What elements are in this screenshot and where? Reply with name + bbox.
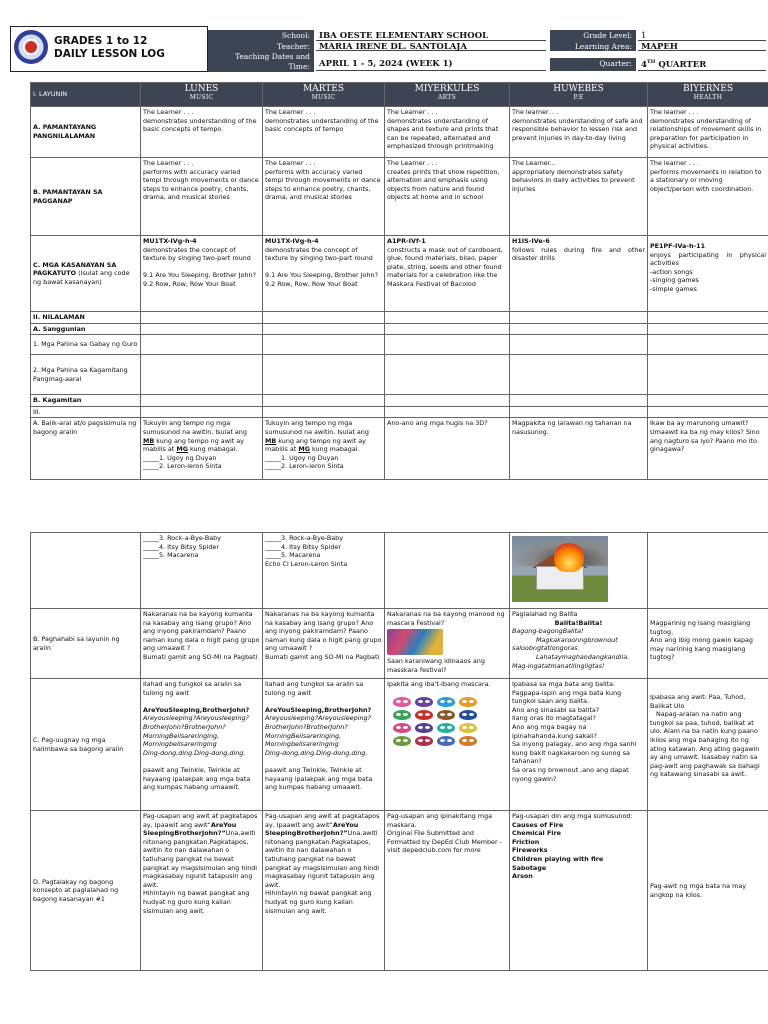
burning-house-image	[512, 536, 608, 602]
mascara-mask-7	[437, 710, 455, 720]
cell-b-miyerkules: The Learner . . . creates prints that show repetition, alternation and emphasis using objects from nature and found objects at home and in school	[385, 158, 510, 236]
cell-pagtalakay-lunes: Pag-usapan ang awit at pagkatapos ay, Ipaawit ang awit“AreYou SleepingBrotherJohn?”Una,awiti nitonang pangkatan.Pagkatapos, awitin ito nan dalawahan o tatluhang pangkat na bawat pangkat ay magsisimulan ang hindi magkasabay ngunit tatapusin ang awit. Hihintayin ng bawat pangkat ang hudyat ng guro kung kalian sisimulan ang awit.	[141, 811, 263, 971]
cell-balik-biyernes: Ikaw ba ay marunong umawit? Umaawit ka ba ng may kilos? Sino ang nagturo sa iyo? Paano mo ito ginagawa?	[648, 418, 768, 480]
cell-a-biyernes: The learner . . . demonstrates understanding of relationships of movement skills in preparation for participation in physical activities.	[648, 107, 768, 158]
mascara-mask-4	[459, 697, 477, 707]
cell-paghahabi-lunes: Nakaranas na ba kayong kumanta na kasabay ang isang grupo? Ano ang inyong pakiramdam? Paano naman kung dala o higit pang grupo ang umaawit ? Bumati gamit ang SO-MI na Pagbati	[141, 609, 263, 679]
area-value: MAPEH	[638, 41, 766, 51]
cell-balik-cont-huwebes	[510, 533, 648, 609]
day-header-biyernes: BIYERNES HEALTH	[648, 83, 768, 107]
row-mga-kasanayan: C. MGA KASANAYAN SA PAGKATUTO (Isulat ang code ng bawat kasanayan) MU1TX-IVg-h-4 demonstrates the concept of texture by singing two-part round 9.1 Are You Sleeping, Brother John? 9.2 Row, Row, Row Your Boat MU1TX-IVg-h-4 demonstrates the concept of texture by singing two-part round 9.1 Are You Sleeping, Brother John? 9.2 Row, Row, Row Your Boat A1PR-IVf-1 constructs a mask out of cardboard, glue, found materials, bilao, paper plate, string, seeds and other found materials for a celebration like the Maskara Festival of Bacolod H1IS-IVe-6 follows rules during fire and other disaster drills PE1PF-IVa-h-11 enjoys participating in physical activities -action songs -singing games -simple games	[31, 236, 768, 312]
cell-a-miyerkules: The Learner . . . demonstrates understanding of shapes and texture and prints that can be repeated, alternated and emphasized through printmaking	[385, 107, 510, 158]
day-header-martes: MARTES MUSIC	[263, 83, 385, 107]
cell-uugnay-martes: Ilahad ang tungkol sa aralin sa tulong ng awit AreYouSleeping,BrotherJohn? Areyousleeping?Areyousleeping? BrotherJohn?BrotherJohn? MorningBellsareringing, Morningbellsareringing Ding-dong,ding.Ding-dong,ding. paawit ang Twinkle, Twinkle at hayaang ipalakpak ang mga bata ang kumpas habang umaawit.	[263, 679, 385, 811]
cell-pagtalakay-martes: Pag-usapan ang awit at pagkatapos ay, Ipaawit ang awit“AreYou SleepingBrotherJohn?”Una,awiti nitonang pangkatan.Pagkatapos, awitin ito nan dalawahan o tatluhang pangkat na bawat pangkat ay magsisimulan ang hindi magkasabay ngunit tatapusin ang awit. Hihintayin ng bawat pangkat ang hudyat ng guro kung kalian sisimulan ang awit.	[263, 811, 385, 971]
mascara-mask-15	[437, 736, 455, 746]
title-line-1: GRADES 1 to 12	[54, 35, 148, 47]
mascara-mask-16	[459, 736, 477, 746]
masskara-festival-image	[387, 629, 443, 655]
cell-c-miyerkules: A1PR-IVf-1 constructs a mask out of cardboard, glue, found materials, bilao, paper plate, string, seeds and other found materials for a celebration like the Maskara Festival of Bacolod	[385, 236, 510, 312]
title-line-2: DAILY LESSON LOG	[54, 48, 165, 60]
row-pamantayan-sa-pagganap: B. PAMANTAYAN SA PAGGANAP The Learner . . . performs with accuracy varied tempi through movements or dance steps to enhance poetry, chants, drama, and musical stories The Learner . . . performs with accuracy varied tempi through movements or dance steps to enhance poetry, chants, drama, and musical stories The Learner . . . creates prints that show repetition, alternation and emphasis using objects from nature and found objects at home and in school The Learner... appropriately demonstrates safety behaviors in daily activities to prevent injuries The learner . . . performs movements in relation to a stationary or moving object/person with coordination.	[31, 158, 768, 236]
cell-pagtalakay-miyerkules: Pag-usapan ang ipinakitang mga maskara. Original File Submitted and Formatted by DepEd Club Member - visit depedclub.com for more	[385, 811, 510, 971]
cell-pagtalakay-huwebes: Pag-usapan din ang mga sumusunod: Causes of Fire Chemical Fire Friction Fireworks Children playing with fire Sabotage Arson	[510, 811, 648, 971]
lesson-log-table-page-1: I. LAYUNIN LUNES MUSIC MARTES MUSIC MIYERKULES ARTS HUWEBES P.E BIYERNES HEALTH A. PAMANTAYANG PANGNILALAMAN The Learner . . . demonstrates understanding of the basic concepts of tempo The Learner . . . demonstrates understanding of the basic concepts of tempo The Learner . . . demonstrates understanding of shapes and texture and prints that can be repeated, alternated and emphasized through printmaking The learner. . . demonstrates understanding of safe and responsible behavior to lessen risk and prevent injuries in day-to-day living The learner . . . demonstrates understanding of relationships of movement skills in preparation for participation in physical activities. B. PAMANTAYAN SA PAGGANAP The Learner . . . performs with accuracy varied tempi through movements or dance steps to enhance poetry, chants, drama, and musical stories The Learner . . . performs with accuracy varied tempi through movements or dance steps to enhance poetry, chants, drama, and musical stories The Learner . . . creates prints that show repetition, alternation and emphasis using objects from nature and found objects at home and in school The Learner... appropriately demonstrates safety behaviors in daily activities to prevent injuries The learner . . . performs movements in relation to a stationary or moving object/person with coordination. C. MGA KASANAYAN SA PAGKATUTO (Isulat ang code ng bawat kasanayan) MU1TX-IVg-h-4 demonstrates the concept of texture by singing two-part round 9.1 Are You Sleeping, Brother John? 9.2 Row, Row, Row Your Boat MU1TX-IVg-h-4 demonstrates the concept of texture by singing two-part round 9.1 Are You Sleeping, Brother John? 9.2 Row, Row, Row Your Boat A1PR-IVf-1 constructs a mask out of cardboard, glue, found materials, bilao, paper plate, string, seeds and other found materials for a celebration like the Maskara Festival of Bacolod H1IS-IVe-6 follows rules during fire and other disaster drills PE1PF-IVa-h-11 enjoys participating in physical activities -action songs -singing games -simple games II. NILALAMAN A. Sanggunian 1. Mga Pahina sa Gabay ng Guro 2. Mga Pahina sa Kagamitang Pangmag-aaral B. Kagamitan III. A. Balik-aral at/o pagsisimula ng bagong aralin Tukuyin ang tempo ng mga sumusunod na awitin. Isulat ang MB kung ang tempo ng awit ay mabilis at MG kung mabagal. _____1. Ugoy ng Duyan _____2. Leron-leron Sinta Tukuyin ang tempo ng mga sumusunod na awitin. Isulat ang MB kung ang tempo ng awit ay mabilis at MG kung mabagal. _____1. Ugoy ng Duyan _____2. Leron-leron Sinta Ano-ano ang mga hugis na 3D? Magpakita ng larawan ng tahanan na nasusunog. Ikaw ba ay marunong umawit? Umaawit ka ba ng may kilos? Sino ang nagturo sa iyo? Paano mo ito ginagawa?	[30, 82, 768, 480]
cell-a-lunes: The Learner . . . demonstrates understanding of the basic concepts of tempo	[141, 107, 263, 158]
mascara-mask-10	[415, 723, 433, 733]
row-pag-uugnay: C. Pag-uugnay ng mga halimbawa sa bagong aralin Ilahad ang tungkol sa aralin sa tulong ng awit AreYouSleeping,BrotherJohn? Areyousleeping?Areyousleeping? BrotherJohn?BrotherJohn? MorningBellsareringing, Morningbellsareringing Ding-dong,ding.Ding-dong,ding. paawit ang Twinkle, Twinkle at hayaang ipalakpak ang mga bata ang kumpas habang umaawit. Ilahad ang tungkol sa aralin sa tulong ng awit AreYouSleeping,BrotherJohn? Areyousleeping?Areyousleeping? BrotherJohn?BrotherJohn? MorningBellsareringing, Morningbellsareringing Ding-dong,ding.Ding-dong,ding. paawit ang Twinkle, Twinkle at hayaang ipalakpak ang mga bata ang kumpas habang umaawit. Ipakita ang iba't-ibang mascara. Ipabasa sa mga bata ang balita. Pagpapa-ispin ang mga bata kung tungkol saan ang balita. Ano ang sinasabi sa balita? Ilang oras ito magtatagal? Ano ang mga bagay na ipinahahanda,kung sakali? Sa inyong palagay, ano ang mga sanhi kung bakit nagkakaroon ng sunog sa tahanan? Sa oras ng brownout ,ano ang dapat nyong gawin? Ipabasa ang awit: Paa, Tuhod, Balikat Ulo Napag-aralan na natin ang tungkol sa paa, tuhod, balikat at ulo. Alam na ba natin kung paano ikilos ang mga bahaging ito ng ating katawan. Ang ating gagawin ay ang umawit. Isasabay natin sa pag-awit ang paghawak sa bahagi ng katawang sinasabi sa awit.	[31, 679, 768, 811]
teacher-value: MARIA IRENE DL. SANTOLAJA	[316, 41, 546, 51]
mascara-mask-12	[459, 723, 477, 733]
cell-balik-cont-martes: _____3. Rock-a-Bye-Baby _____4. Itsy Bitsy Spider _____5. Macarena Echo Cl Leron-Leron Sinta	[263, 533, 385, 609]
dates-value: APRIL 1 - 5, 2024 (WEEK 1)	[316, 58, 546, 71]
cell-paghahabi-huwebes: Paglalahad ng Balita Balita!Balita! Bagong-bagongBalita! Magkakaroonngbrownout saloobngtatlongoras. Lahataymaghandangkandila. Mag-ingatatmanatilingligtas!	[510, 609, 648, 679]
mascara-mask-11	[437, 723, 455, 733]
mascara-images	[393, 697, 507, 746]
row-paghahabi: B. Paghahabi sa layunin ng aralin Nakaranas na ba kayong kumanta na kasabay ang isang grupo? Ano ang inyong pakiramdam? Paano naman kung dala o higit pang grupo ang umaawit ? Bumati gamit ang SO-MI na Pagbati Nakaranas na ba kayong kumanta na kasabay ang isang grupo? Ano ang inyong pakiramdam? Paano naman kung dala o higit pang grupo ang umaawit ? Bumati gamit ang SO-MI na Pagbati Nakaranas na ba kayong manood ng mascara Festival? Saan karaniwang idinaaos ang masskara festival? Paglalahad ng Balita Balita!Balita! Bagong-bagongBalita! Magkakaroonngbrownout saloobngtatlongoras. Lahataymaghandangkandila. Mag-ingatatmanatilingligtas! Magparinig ng isang masiglang tugtog. Ano ang ibig mong gawin kapag may naririnig kang masiglang tugtog?	[31, 609, 768, 679]
cell-b-martes: The Learner . . . performs with accuracy varied tempi through movements or dance steps to enhance poetry, chants, drama, and musical stories	[263, 158, 385, 236]
header-info	[208, 30, 766, 72]
mascara-mask-1	[393, 697, 411, 707]
grade-label: Grade Level:	[550, 30, 636, 41]
school-label: School:	[208, 30, 314, 41]
row-pamantayang-pangnilalaman: A. PAMANTAYANG PANGNILALAMAN The Learner . . . demonstrates understanding of the basic concepts of tempo The Learner . . . demonstrates understanding of the basic concepts of tempo The Learner . . . demonstrates understanding of shapes and texture and prints that can be repeated, alternated and emphasized through printmaking The learner. . . demonstrates understanding of safe and responsible behavior to lessen risk and prevent injuries in day-to-day living The learner . . . demonstrates understanding of relationships of movement skills in preparation for participation in physical activities.	[31, 107, 768, 158]
cell-c-martes: MU1TX-IVg-h-4 demonstrates the concept of texture by singing two-part round 9.1 Are You Sleeping, Brother John? 9.2 Row, Row, Row Your Boat	[263, 236, 385, 312]
quarter-label: Quarter:	[550, 58, 636, 71]
area-label: Learning Area:	[550, 41, 636, 51]
cell-c-huwebes: H1IS-IVe-6 follows rules during fire and other disaster drills	[510, 236, 648, 312]
cell-balik-cont-lunes: _____3. Rock-a-Bye-Baby _____4. Itsy Bitsy Spider _____5. Macarena	[141, 533, 263, 609]
cell-paghahabi-miyerkules: Nakaranas na ba kayong manood ng mascara Festival? Saan karaniwang idinaaos ang masskara festival?	[385, 609, 510, 679]
day-header-miyerkules: MIYERKULES ARTS	[385, 83, 510, 107]
cell-a-huwebes: The learner. . . demonstrates understanding of safe and responsible behavior to lessen risk and prevent injuries in day-to-day living	[510, 107, 648, 158]
day-header-huwebes: HUWEBES P.E	[510, 83, 648, 107]
mascara-mask-6	[415, 710, 433, 720]
mascara-mask-3	[437, 697, 455, 707]
row-balik-aral: A. Balik-aral at/o pagsisimula ng bagong aralin Tukuyin ang tempo ng mga sumusunod na awitin. Isulat ang MB kung ang tempo ng awit ay mabilis at MG kung mabagal. _____1. Ugoy ng Duyan _____2. Leron-leron Sinta Tukuyin ang tempo ng mga sumusunod na awitin. Isulat ang MB kung ang tempo ng awit ay mabilis at MG kung mabagal. _____1. Ugoy ng Duyan _____2. Leron-leron Sinta Ano-ano ang mga hugis na 3D? Magpakita ng larawan ng tahanan na nasusunog. Ikaw ba ay marunong umawit? Umaawit ka ba ng may kilos? Sino ang nagturo sa iyo? Paano mo ito ginagawa?	[31, 418, 768, 480]
row-balik-aral-continued	[31, 533, 768, 609]
grade-value: 1	[638, 30, 766, 41]
cell-uugnay-lunes: Ilahad ang tungkol sa aralin sa tulong ng awit AreYouSleeping,BrotherJohn? Areyousleeping?Areyousleeping? BrotherJohn?BrotherJohn? MorningBellsareringing, Morningbellsareringing Ding-dong,ding.Ding-dong,ding. paawit ang Twinkle, Twinkle at hayaang ipalakpak ang mga bata ang kumpas habang umaawit.	[141, 679, 263, 811]
cell-paghahabi-martes: Nakaranas na ba kayong kumanta na kasabay ang isang grupo? Ano ang inyong pakiramdam? Paano naman kung dala o higit pang grupo ang umaawit ? Bumati gamit ang SO-MI na Pagbati	[263, 609, 385, 679]
day-header-lunes: LUNES MUSIC	[141, 83, 263, 107]
cell-c-lunes: MU1TX-IVg-h-4 demonstrates the concept of texture by singing two-part round 9.1 Are You Sleeping, Brother John? 9.2 Row, Row, Row Your Boat	[141, 236, 263, 312]
cell-balik-miyerkules: Ano-ano ang mga hugis na 3D?	[385, 418, 510, 480]
mascara-mask-2	[415, 697, 433, 707]
quarter-value: 4TH QUARTER	[638, 58, 766, 71]
mascara-mask-8	[459, 710, 477, 720]
document-title	[54, 35, 165, 61]
cell-paghahabi-biyernes: Magparinig ng isang masiglang tugtog. Ano ang ibig mong gawin kapag may naririnig kang masiglang tugtog?	[648, 609, 768, 679]
cell-b-huwebes: The Learner... appropriately demonstrates safety behaviors in daily activities to prevent injuries	[510, 158, 648, 236]
row-pagtalakay: D. Pagtalakay ng bagong konsepto at paglalahad ng bagong kasanayan #1 Pag-usapan ang awit at pagkatapos ay, Ipaawit ang awit“AreYou SleepingBrotherJohn?”Una,awiti nitonang pangkatan.Pagkatapos, awitin ito nan dalawahan o tatluhang pangkat na bawat pangkat ay magsisimulan ang hindi magkasabay ngunit tatapusin ang awit. Hihintayin ng bawat pangkat ang hudyat ng guro kung kalian sisimulan ang awit. Pag-usapan ang awit at pagkatapos ay, Ipaawit ang awit“AreYou SleepingBrotherJohn?”Una,awiti nitonang pangkatan.Pagkatapos, awitin ito nan dalawahan o tatluhang pangkat na bawat pangkat ay magsisimulan ang hindi magkasabay ngunit tatapusin ang awit. Hihintayin ng bawat pangkat ang hudyat ng guro kung kalian sisimulan ang awit. Pag-usapan ang ipinakitang mga maskara. Original File Submitted and Formatted by DepEd Club Member - visit depedclub.com for more Pag-usapan din ang mga sumusunod: Causes of Fire Chemical Fire Friction Fireworks Children playing with fire Sabotage Arson Pag-awit ng mga bata na may angkop na kilos.	[31, 811, 768, 971]
cell-c-biyernes: PE1PF-IVa-h-11 enjoys participating in physical activities -action songs -singing games -simple games	[648, 236, 768, 312]
cell-pagtalakay-biyernes: Pag-awit ng mga bata na may angkop na kilos.	[648, 811, 768, 971]
school-value: IBA OESTE ELEMENTARY SCHOOL	[316, 30, 546, 41]
mascara-mask-13	[393, 736, 411, 746]
mascara-mask-14	[415, 736, 433, 746]
teacher-label: Teacher:	[208, 41, 314, 51]
cell-uugnay-miyerkules: Ipakita ang iba't-ibang mascara.	[385, 679, 510, 811]
cell-b-lunes: The Learner . . . performs with accuracy varied tempi through movements or dance steps to enhance poetry, chants, drama, and musical stories	[141, 158, 263, 236]
mascara-mask-5	[393, 710, 411, 720]
cell-uugnay-biyernes: Ipabasa ang awit: Paa, Tuhod, Balikat Ulo Napag-aralan na natin ang tungkol sa paa, tuhod, balikat at ulo. Alam na ba natin kung paano ikilos ang mga bahaging ito ng ating katawan. Ang ating gagawin ay ang umawit. Isasabay natin sa pag-awit ang paghawak sa bahagi ng katawang sinasabi sa awit.	[648, 679, 768, 811]
lesson-log-table-page-2	[30, 532, 768, 971]
deped-seal-icon	[14, 30, 48, 64]
mascara-mask-9	[393, 723, 411, 733]
layunin-header: I. LAYUNIN	[31, 83, 141, 107]
cell-balik-martes: Tukuyin ang tempo ng mga sumusunod na awitin. Isulat ang MB kung ang tempo ng awit ay mabilis at MG kung mabagal. _____1. Ugoy ng Duyan _____2. Leron-leron Sinta	[263, 418, 385, 480]
cell-b-biyernes: The learner . . . performs movements in relation to a stationary or moving object/person with coordination.	[648, 158, 768, 236]
cell-uugnay-huwebes: Ipabasa sa mga bata ang balita. Pagpapa-ispin ang mga bata kung tungkol saan ang balita. Ano ang sinasabi sa balita? Ilang oras ito magtatagal? Ano ang mga bagay na ipinahahanda,kung sakali? Sa inyong palagay, ano ang mga sanhi kung bakit nagkakaroon ng sunog sa tahanan? Sa oras ng brownout ,ano ang dapat nyong gawin?	[510, 679, 648, 811]
dates-label: Teaching Dates and Time:	[208, 51, 314, 72]
cell-balik-huwebes: Magpakita ng larawan ng tahanan na nasusunog.	[510, 418, 648, 480]
cell-balik-lunes: Tukuyin ang tempo ng mga sumusunod na awitin. Isulat ang MB kung ang tempo ng awit ay mabilis at MG kung mabagal. _____1. Ugoy ng Duyan _____2. Leron-leron Sinta	[141, 418, 263, 480]
cell-a-martes: The Learner . . . demonstrates understanding of the basic concepts of tempo	[263, 107, 385, 158]
